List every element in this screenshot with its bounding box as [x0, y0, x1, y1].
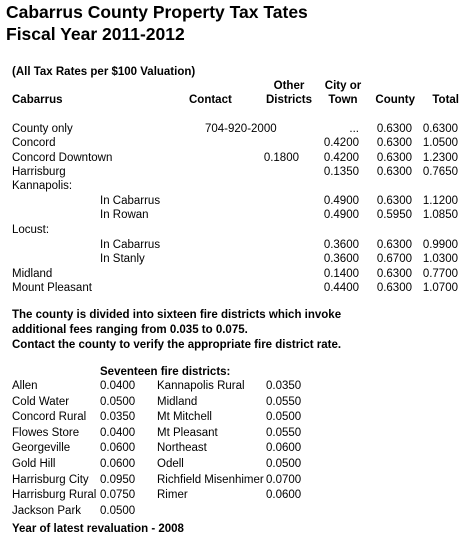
fire-note-line: The county is divided into sixteen fire districts which invoke — [12, 309, 342, 321]
row-total-rate: 1.1200 — [422, 195, 458, 207]
row-county-rate: 0.6300 — [376, 137, 412, 149]
row-total-rate: 1.0500 — [422, 137, 458, 149]
row-other-districts: 0.1800 — [263, 152, 299, 164]
fire-district-name: Midland — [157, 396, 198, 408]
fire-district-name: Allen — [12, 380, 38, 392]
header-city-line1: City or — [324, 80, 362, 92]
fire-district-name: Flowes Store — [12, 427, 80, 439]
row-total-rate: 0.7650 — [422, 166, 458, 178]
fire-note-line: additional fees ranging from 0.035 to 0.075. — [12, 324, 248, 336]
row-city-rate: 0.4200 — [323, 137, 359, 149]
row-name: Locust: — [12, 224, 50, 236]
row-name: County only — [12, 123, 73, 135]
row-contact: 704-920-2000 — [205, 123, 277, 135]
row-name: In Rowan — [100, 209, 149, 221]
fire-district-rate: 0.0400 — [100, 380, 136, 392]
row-total-rate: 1.0700 — [422, 282, 458, 294]
fire-district-name: Rimer — [157, 489, 188, 501]
row-name: Mount Pleasant — [12, 282, 92, 294]
row-total-rate: 1.0300 — [422, 253, 458, 265]
row-city-rate: 0.3600 — [323, 239, 359, 251]
fire-district-rate: 0.0600 — [266, 442, 302, 454]
valuation-note: (All Tax Rates per $100 Valuation) — [12, 66, 196, 78]
row-name: Harrisburg — [12, 166, 66, 178]
row-county-rate: 0.6300 — [376, 152, 412, 164]
row-county-rate: 0.6300 — [376, 239, 412, 251]
fire-district-name: Jackson Park — [12, 505, 82, 517]
fire-district-rate: 0.0600 — [100, 442, 136, 454]
row-total-rate: 1.2300 — [422, 152, 458, 164]
row-name: In Cabarrus — [100, 195, 161, 207]
fire-district-name: Mt Pleasant — [157, 427, 218, 439]
fire-note-line: Contact the county to verify the appropriate fire district rate. — [12, 339, 342, 351]
row-city-rate: ... — [349, 123, 359, 135]
row-name: Concord — [12, 137, 56, 149]
fire-district-rate: 0.0600 — [100, 458, 136, 470]
fire-district-name: Georgeville — [12, 442, 71, 454]
header-other-line1: Other — [273, 80, 305, 92]
fire-district-rate: 0.0500 — [266, 411, 302, 423]
row-name: In Cabarrus — [100, 239, 161, 251]
fire-district-name: Concord Rural — [12, 411, 87, 423]
fire-district-rate: 0.0500 — [100, 396, 136, 408]
fire-district-name: Northeast — [157, 442, 207, 454]
fire-district-rate: 0.0600 — [266, 489, 302, 501]
fire-district-rate: 0.0350 — [100, 411, 136, 423]
row-name: In Stanly — [100, 253, 145, 265]
row-county-rate: 0.6300 — [376, 268, 412, 280]
row-city-rate: 0.3600 — [323, 253, 359, 265]
fire-district-name: Harrisburg City — [12, 474, 89, 486]
row-name: Kannapolis: — [12, 180, 73, 192]
fire-district-rate: 0.0750 — [100, 489, 136, 501]
row-city-rate: 0.1400 — [323, 268, 359, 280]
row-name: Concord Downtown — [12, 152, 113, 164]
row-city-rate: 0.4400 — [323, 282, 359, 294]
row-city-rate: 0.4900 — [323, 209, 359, 221]
header-name: Cabarrus — [12, 94, 63, 106]
fire-district-rate: 0.0700 — [266, 474, 302, 486]
fire-district-name: Gold Hill — [12, 458, 56, 470]
fire-district-rate: 0.0550 — [266, 427, 302, 439]
row-county-rate: 0.6300 — [376, 195, 412, 207]
fire-district-name: Mt Mitchell — [157, 411, 212, 423]
fire-district-rate: 0.0950 — [100, 474, 136, 486]
fire-district-rate: 0.0500 — [100, 505, 136, 517]
fire-district-name: Richfield Misenhimer — [157, 474, 264, 486]
row-county-rate: 0.5950 — [376, 209, 412, 221]
row-county-rate: 0.6300 — [376, 166, 412, 178]
header-total: Total — [432, 94, 459, 106]
fire-districts-heading: Seventeen fire districts: — [100, 366, 231, 378]
fire-district-name: Cold Water — [12, 396, 70, 408]
header-other-line2: Districts — [265, 94, 313, 106]
fire-district-rate: 0.0550 — [266, 396, 302, 408]
row-total-rate: 0.9900 — [422, 239, 458, 251]
header-county: County — [375, 94, 415, 106]
header-city-line2: Town — [328, 94, 358, 106]
revaluation-note: Year of latest revaluation - 2008 — [12, 523, 184, 535]
row-total-rate: 0.7700 — [422, 268, 458, 280]
fire-district-name: Odell — [157, 458, 184, 470]
row-city-rate: 0.4200 — [323, 152, 359, 164]
fire-district-rate: 0.0500 — [266, 458, 302, 470]
row-city-rate: 0.1350 — [323, 166, 359, 178]
fire-district-rate: 0.0400 — [100, 427, 136, 439]
row-name: Midland — [12, 268, 53, 280]
fire-district-name: Kannapolis Rural — [157, 380, 245, 392]
row-city-rate: 0.4900 — [323, 195, 359, 207]
header-contact: Contact — [189, 94, 232, 106]
document-subtitle: Fiscal Year 2011-2012 — [6, 24, 185, 44]
row-county-rate: 0.6300 — [376, 282, 412, 294]
row-county-rate: 0.6700 — [376, 253, 412, 265]
row-county-rate: 0.6300 — [376, 123, 412, 135]
row-total-rate: 1.0850 — [422, 209, 458, 221]
row-total-rate: 0.6300 — [422, 123, 458, 135]
fire-district-rate: 0.0350 — [266, 380, 302, 392]
document-title: Cabarrus County Property Tax Tates — [6, 2, 308, 22]
fire-district-name: Harrisburg Rural — [12, 489, 97, 501]
